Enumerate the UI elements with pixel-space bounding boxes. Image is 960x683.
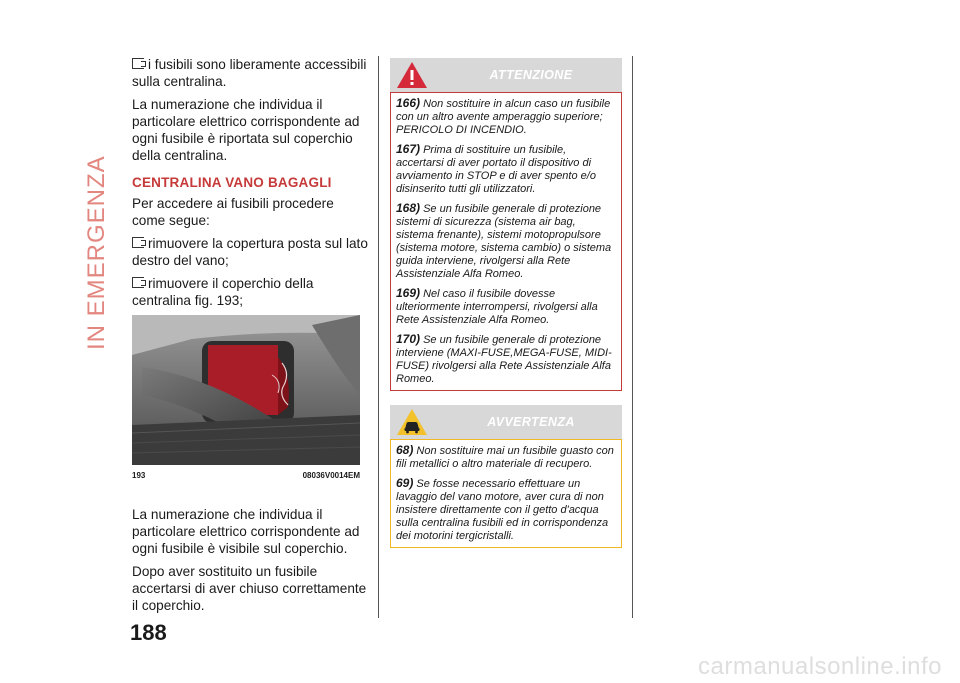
caution-item: 68) Non sostituire mai un fusibile guasto con fili metallici o altro materiale di recupero.: [396, 443, 614, 470]
list-item-text: rimuovere il coperchio della centralina fig. 193;: [132, 276, 314, 308]
figure-caption: [132, 467, 360, 484]
paragraph: [132, 56, 368, 90]
page-number: 188: [130, 620, 167, 645]
trunk-fuse-box-photo: [132, 315, 360, 465]
paragraph: La numerazione che individua il particolare elettrico corrispondente ad ogni fusibile è visibile sul coperchio.: [132, 507, 360, 556]
section-side-title: IN EMERGENZA: [83, 155, 110, 350]
left-column: [132, 56, 368, 620]
list-item: [132, 275, 368, 309]
caution-body: [390, 439, 622, 548]
paragraph: Per accedere ai fusibili procedere come segue:: [132, 196, 334, 228]
bullet-icon: [132, 277, 144, 288]
warning-body: [390, 92, 622, 391]
column-divider: [378, 56, 379, 618]
caution-title: AVVERTENZA: [487, 415, 575, 429]
list-item: [132, 235, 368, 269]
paragraph: Dopo aver sostituito un fusibile accertarsi di aver chiuso correttamente il coperchio.: [132, 564, 367, 613]
paragraph-text: i fusibili sono liberamente accessibili sulla centralina.: [132, 57, 367, 89]
figure-number: 193: [132, 471, 146, 480]
right-column: [390, 58, 622, 548]
column-divider: [632, 56, 633, 618]
warning-header: [390, 58, 622, 92]
figure-code: 08036V0014EM: [302, 471, 360, 480]
warning-item: 169) Nel caso il fusibile dovesse ulteriormente interrompersi, rivolgersi alla Rete Assistenziale Alfa Romeo.: [396, 286, 598, 326]
bullet-icon: [132, 58, 144, 69]
warning-item: 168) Se un fusibile generale di protezione sistemi di sicurezza (sistema air bag, sistema frenante), sistemi motopropulsore (sistema motore, sistema cambio) o sistema guida interviene, rivolgersi alla Rete Assistenziale Alfa Romeo.: [396, 201, 612, 280]
warning-triangle-icon: [396, 61, 428, 89]
caution-header: [390, 405, 622, 439]
warning-title: ATTENZIONE: [489, 68, 573, 82]
warning-item: 167) Prima di sostituire un fusibile, accertarsi di aver portato il dispositivo di avviamento in STOP e di aver spento e/o disinserito tutti gli utilizzatori.: [396, 142, 596, 195]
warning-item: 170) Se un fusibile generale di protezione interviene (MAXI-FUSE,MEGA-FUSE, MIDI-FUSE) rivolgersi alla Rete Assistenziale Alfa Romeo.: [396, 332, 612, 385]
caution-item: 69) Se fosse necessario effettuare un lavaggio del vano motore, aver cura di non insistere direttamente con il getto d'acqua sulla centralina fusibili ed in corrispondenza dei motorini tergicristalli.: [396, 476, 609, 542]
watermark: carmanualsonline.info: [698, 653, 942, 680]
section-heading: CENTRALINA VANO BAGAGLI: [132, 175, 332, 190]
bullet-icon: [132, 237, 144, 248]
caution-box: [390, 405, 622, 548]
paragraph: La numerazione che individua il particolare elettrico corrispondente ad ogni fusibile è riportata sul coperchio della centralina.: [132, 97, 360, 163]
car-caution-icon: [396, 408, 428, 436]
warning-box: [390, 58, 622, 391]
trunk-photo-illustration: [132, 315, 360, 465]
list-item-text: rimuovere la copertura posta sul lato destro del vano;: [132, 236, 368, 268]
warning-item: 166) Non sostituire in alcun caso un fusibile con un altro avente amperaggio superiore; PERICOLO DI INCENDIO.: [396, 96, 611, 136]
